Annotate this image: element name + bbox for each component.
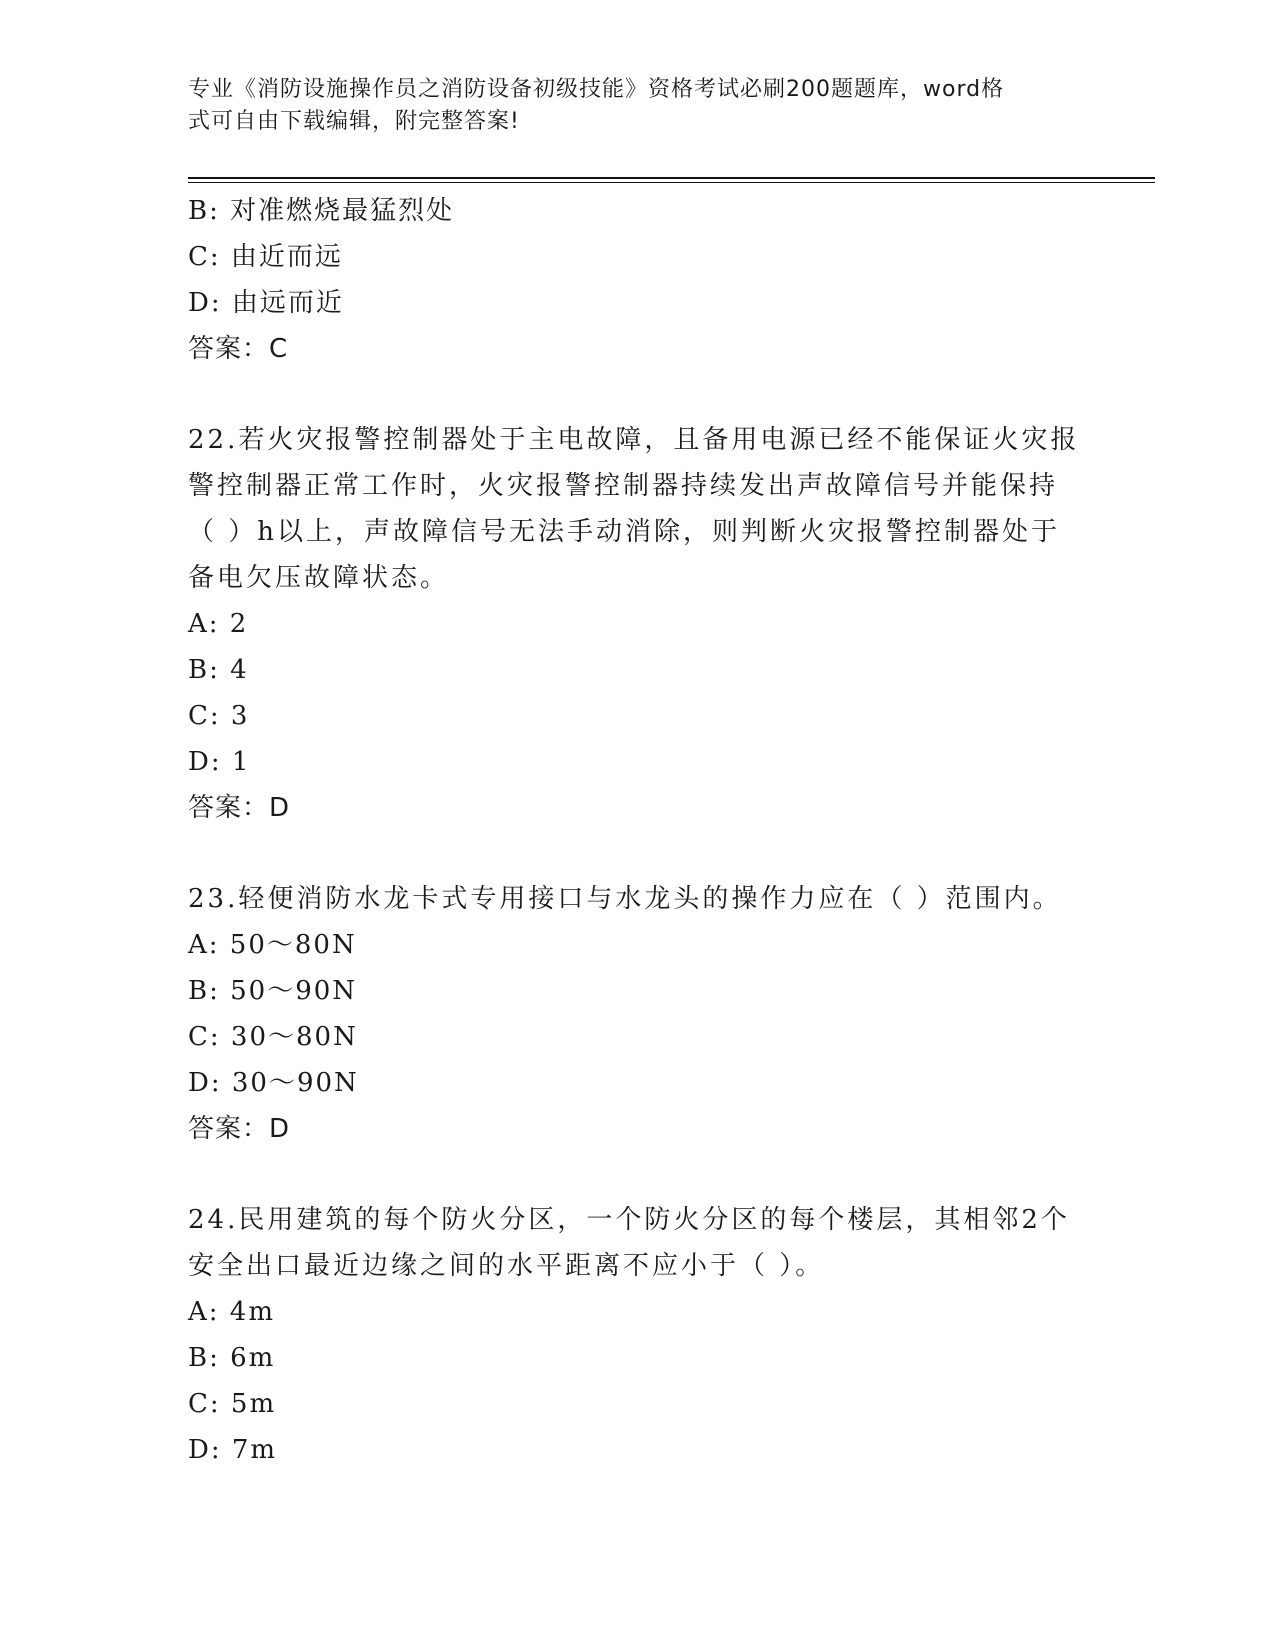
document-header [188,74,1088,138]
option-b: B: 6m [188,1343,276,1373]
option-d: D: 7m [188,1435,278,1465]
option-c: C: 由近而远 [188,242,343,272]
option-b: B: 对准燃烧最猛烈处 [188,196,455,226]
header-line-2: 式可自由下载编辑，附完整答案! [188,109,520,134]
question-stem-line: 警控制器正常工作时，火灾报警控制器持续发出声故障信号并能保持 [188,471,1059,501]
question-spacer [188,831,1088,876]
header-line-1: 专业《消防设施操作员之消防设备初级技能》资格考试必刷200题题库，word格 [188,77,1005,102]
document-body [188,188,1088,1473]
question-stem-line: 23.轻便消防水龙卡式专用接口与水龙头的操作力应在（ ）范围内。 [188,884,1062,914]
header-divider-thin [188,182,1155,183]
question-spacer [188,1152,1088,1197]
option-c: C: 5m [188,1389,277,1419]
option-a: A: 2 [188,609,249,639]
option-c: C: 30～80N [188,1022,358,1052]
question-spacer [188,372,1088,417]
question-23 [188,876,1088,1152]
question-stem-line: 备电欠压故障状态。 [188,563,450,593]
answer-line: 答案：D [188,793,291,823]
answer-line: 答案：C [188,334,289,364]
answer-line: 答案：D [188,1114,291,1144]
option-b: B: 50～90N [188,976,358,1006]
option-b: B: 4 [188,655,249,685]
question-stem-line: 24.民用建筑的每个防火分区，一个防火分区的每个楼层，其相邻2个 [188,1205,1070,1235]
question-24 [188,1197,1088,1473]
question-stem-line: 安全出口最近边缘之间的水平距离不应小于（ ）。 [188,1251,825,1281]
question-21-continued [188,188,1088,372]
option-a: A: 4m [188,1297,275,1327]
question-stem-line: 22.若火灾报警控制器处于主电故障，且备用电源已经不能保证火灾报 [188,425,1080,455]
option-d: D: 1 [188,747,251,777]
option-d: D: 由远而近 [188,288,344,318]
question-22 [188,417,1088,831]
header-divider-thick [188,177,1155,179]
option-c: C: 3 [188,701,250,731]
option-d: D: 30～90N [188,1068,359,1098]
question-stem-line: （ ）h以上，声故障信号无法手动消除，则判断火灾报警控制器处于 [188,517,1061,547]
option-a: A: 50～80N [188,930,357,960]
